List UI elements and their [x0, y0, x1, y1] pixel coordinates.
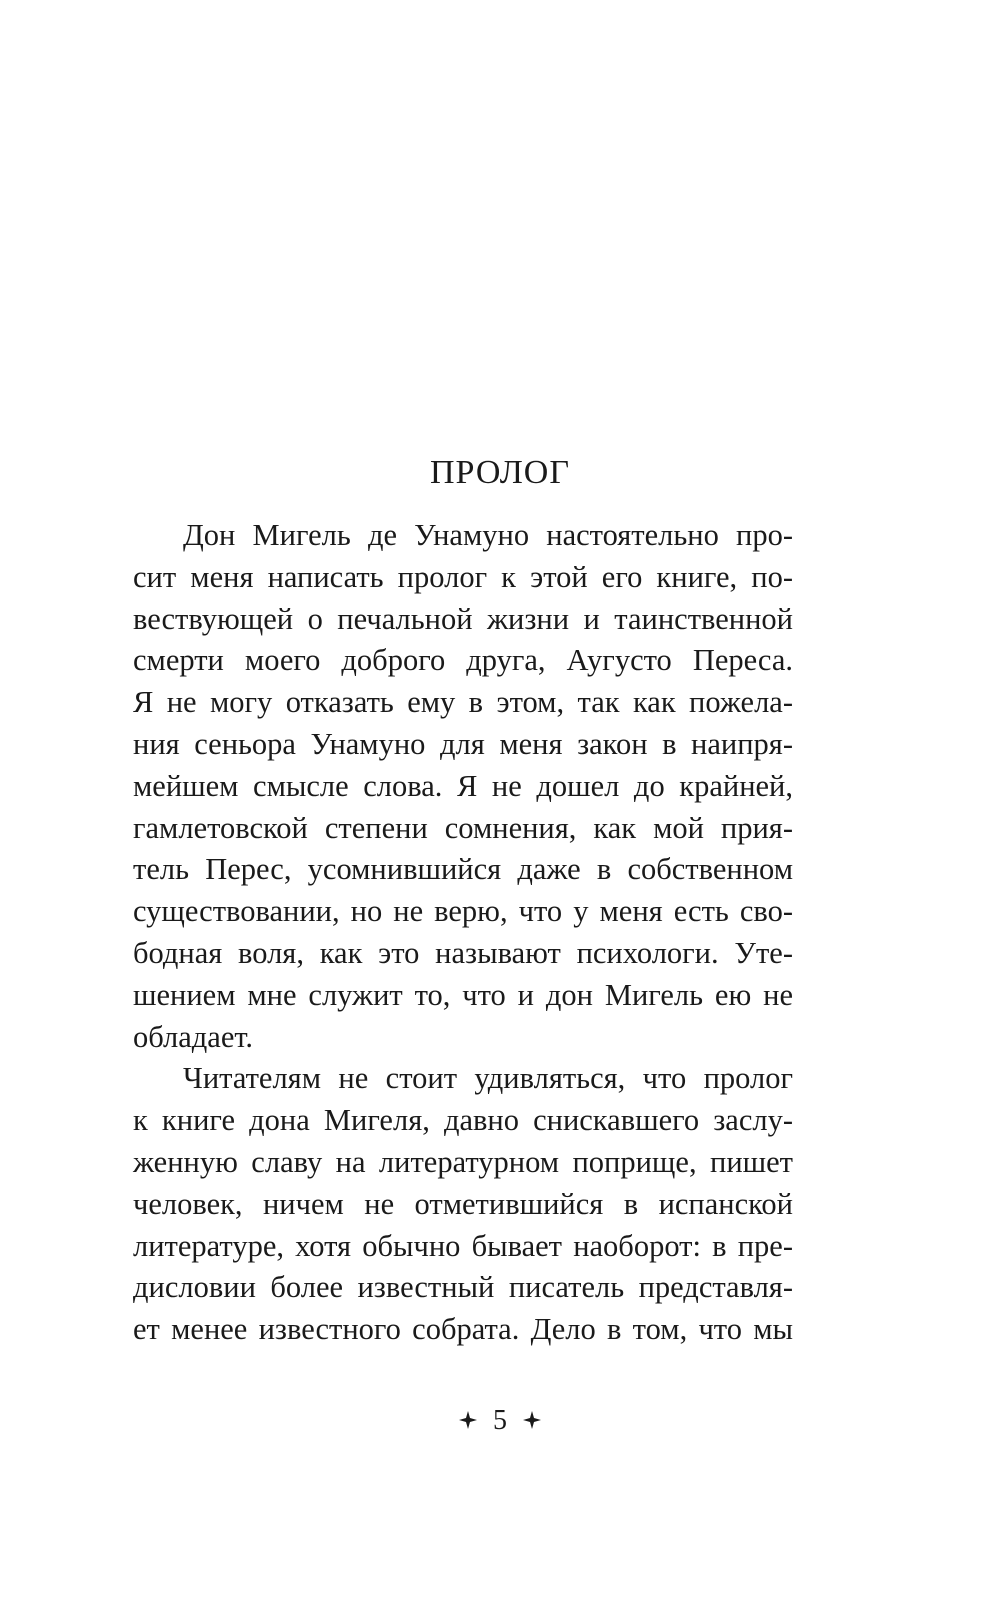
text-line: существовании, но не верю, что у меня есть сво-	[133, 894, 793, 929]
four-point-star-icon	[522, 1410, 542, 1430]
body-text	[133, 515, 793, 1351]
text-line: литературе, хотя обычно бывает наоборот: в пре-	[133, 1228, 793, 1263]
text-line: сит меня написать пролог к этой его книге, по-	[133, 559, 793, 594]
text-line: смерти моего доброго друга, Аугусто Переса.	[133, 643, 793, 678]
text-line: шением мне служит то, что и дон Мигель ею не	[133, 977, 793, 1012]
text-line: мейшем смысле слова. Я не дошел до крайней,	[133, 768, 793, 803]
text-line: обладает.	[133, 1019, 254, 1054]
text-line: гамлетовской степени сомнения, как мой прия-	[133, 810, 793, 845]
chapter-title: ПРОЛОГ	[429, 454, 570, 491]
page-footer	[0, 1404, 1000, 1438]
text-line: женную славу на литературном поприще, пишет	[133, 1144, 793, 1179]
text-line: тель Перес, усомнившийся даже в собственном	[133, 852, 793, 887]
text-line: ния сеньора Унамуно для меня закон в наипря-	[133, 726, 793, 761]
text-line: Я не могу отказать ему в этом, так как пожела-	[133, 685, 793, 720]
text-line: ет менее известного собрата. Дело в том, что мы	[133, 1312, 793, 1347]
page-number: 5	[493, 1405, 507, 1436]
text-line: к книге дона Мигеля, давно снискавшего заслу-	[133, 1103, 793, 1138]
four-point-star-icon	[458, 1410, 478, 1430]
text-line: человек, ничем не отметившийся в испанской	[133, 1186, 793, 1221]
text-line: дисловии более известный писатель представля-	[133, 1270, 793, 1305]
text-line: бодная воля, как это называют психологи. Уте-	[133, 935, 793, 970]
text-line: Дон Мигель де Унамуно настоятельно про-	[183, 518, 793, 552]
text-line: Читателям не стоит удивляться, что пролог	[183, 1061, 793, 1096]
text-line: вествующей о печальной жизни и таинственной	[133, 601, 793, 636]
